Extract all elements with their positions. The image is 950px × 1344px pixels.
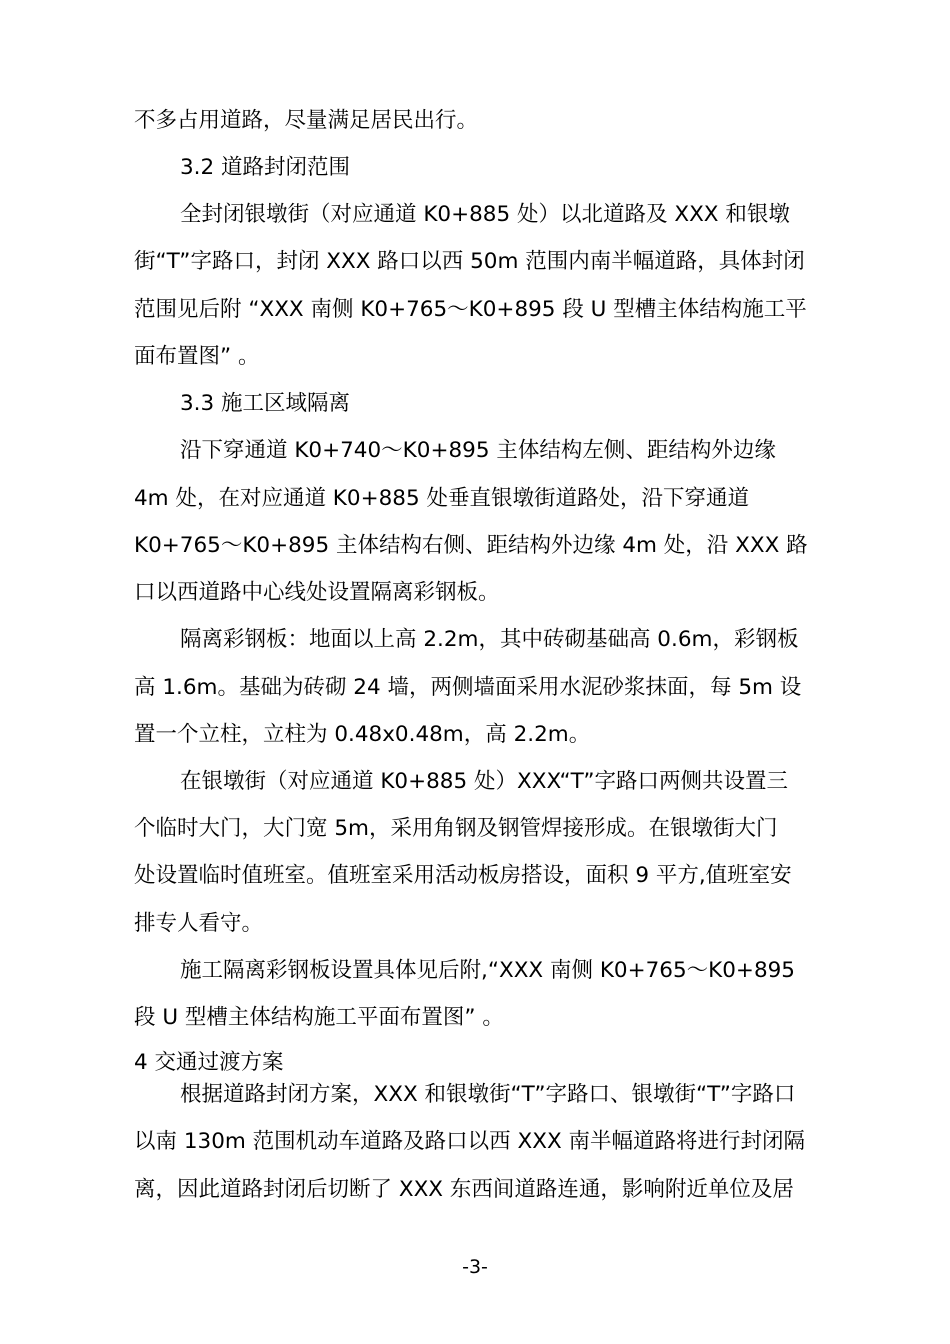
body-text-line: 不多占用道路，尽量满足居民出行。 [134,108,479,133]
body-text-line: 根据道路封闭方案，XXX 和银墩街“T”字路口、银墩街“T”字路口 [180,1082,796,1107]
body-text-line: 排专人看守。 [134,911,264,936]
body-text-line: 段 U 型槽主体结构施工平面布置图” 。 [134,1005,504,1030]
body-text-line: 沿下穿通道 K0+740～K0+895 主体结构左侧、距结构外边缘 [180,438,776,463]
body-text-line: 置一个立柱，立柱为 0.48x0.48m，高 2.2m。 [134,722,591,747]
body-text-line: 面布置图” 。 [134,344,260,369]
section-heading-3-3: 3.3 施工区域隔离 [180,391,351,416]
body-text-line: 个临时大门，大门宽 5m，采用角钢及钢管焊接形成。在银墩街大门 [134,816,778,841]
body-text-line: 范围见后附 “XXX 南侧 K0+765～K0+895 段 U 型槽主体结构施工平 [134,297,807,322]
section-heading-4: 4 交通过渡方案 [134,1050,284,1075]
body-text-line: 隔离彩钢板：地面以上高 2.2m，其中砖砌基础高 0.6m，彩钢板 [180,627,799,652]
body-text-line: 口以西道路中心线处设置隔离彩钢板。 [134,580,500,605]
body-text-line: 在银墩街（对应通道 K0+885 处）XXX“T”字路口两侧共设置三 [180,769,788,794]
body-text-line: 以南 130m 范围机动车道路及路口以西 XXX 南半幅道路将进行封闭隔 [134,1129,806,1154]
page-number: -3- [462,1256,488,1278]
section-heading-3-2: 3.2 道路封闭范围 [180,155,351,180]
body-text-line: 高 1.6m。基础为砖砌 24 墙，两侧墙面采用水泥砂浆抹面，每 5m 设 [134,675,802,700]
body-text-line: 街“T”字路口，封闭 XXX 路口以西 50m 范围内南半幅道路，具体封闭 [134,249,805,274]
body-text-line: 4m 处，在对应通道 K0+885 处垂直银墩街道路处，沿下穿通道 [134,486,749,511]
body-text-line: 施工隔离彩钢板设置具体见后附,“XXX 南侧 K0+765～K0+895 [180,958,795,983]
body-text-line: K0+765～K0+895 主体结构右侧、距结构外边缘 4m 处，沿 XXX 路 [134,533,808,558]
body-text-line: 离，因此道路封闭后切断了 XXX 东西间道路连通，影响附近单位及居 [134,1177,794,1202]
body-text-line: 处设置临时值班室。值班室采用活动板房搭设，面积 9 平方,值班室安 [134,863,792,888]
body-text-line: 全封闭银墩街（对应通道 K0+885 处）以北道路及 XXX 和银墩 [180,202,790,227]
